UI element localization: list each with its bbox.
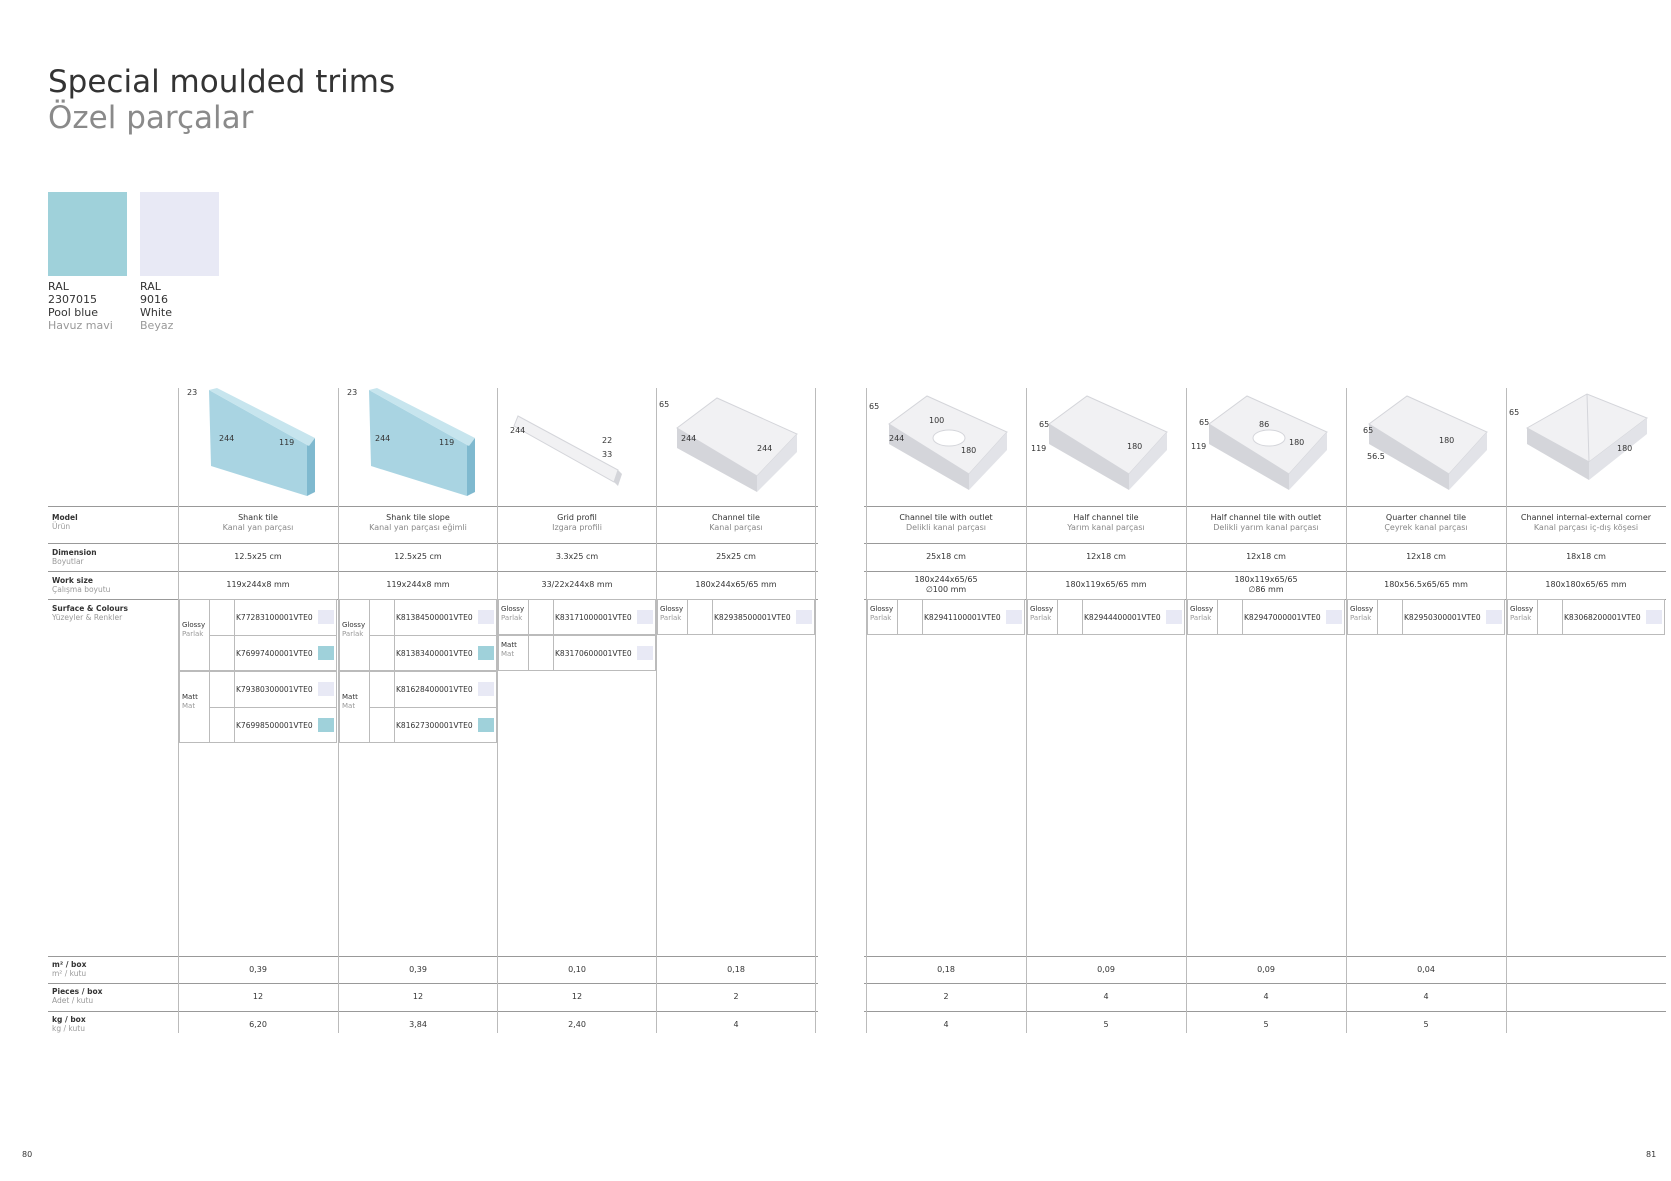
finish-en: Glossy xyxy=(182,621,206,629)
finish-en: Glossy xyxy=(342,621,366,629)
code-divider xyxy=(369,599,370,671)
finish-tr: Parlak xyxy=(1030,614,1052,622)
color-chip xyxy=(478,718,494,732)
row-label-en: Dimension xyxy=(52,548,97,557)
product-code: K83068200001VTE0 xyxy=(1564,613,1641,622)
product-name xyxy=(1027,513,1185,533)
code-row-rule xyxy=(369,635,497,636)
finish-en: Matt xyxy=(342,693,358,701)
product-code: K81628400001VTE0 xyxy=(396,685,473,694)
box-value-kg: 2,40 xyxy=(568,1020,586,1029)
dimension-callout: 65 xyxy=(1039,420,1050,429)
swatch-code1: RAL xyxy=(140,280,161,293)
finish-label-glossy xyxy=(342,621,365,639)
box-value-kg: 6,20 xyxy=(249,1020,267,1029)
product-dimension: 12x18 cm xyxy=(1086,552,1126,561)
product-name-tr: Kanal yan parçası xyxy=(222,523,294,532)
finish-en: Glossy xyxy=(870,605,894,613)
row-label-en: Work size xyxy=(52,576,93,585)
table-rule xyxy=(864,506,1666,507)
column-divider xyxy=(815,388,816,1033)
product-name xyxy=(339,513,497,533)
color-chip xyxy=(1006,610,1022,624)
product-name xyxy=(1347,513,1505,533)
worksize-line: 33/22x244x8 mm xyxy=(541,580,613,589)
finish-en: Matt xyxy=(182,693,198,701)
finish-en: Glossy xyxy=(1350,605,1374,613)
box-value-pieces: 4 xyxy=(1103,992,1109,1001)
product-worksize xyxy=(1187,575,1345,595)
code-divider xyxy=(553,635,554,671)
finish-tr: Mat xyxy=(342,702,356,710)
finish-label-glossy xyxy=(182,621,205,639)
code-divider xyxy=(687,599,688,635)
finish-en: Matt xyxy=(501,641,517,649)
product-dimension: 12x18 cm xyxy=(1246,552,1286,561)
row-label-en: Surface & Colours xyxy=(52,604,128,613)
box-value-m2: 0,09 xyxy=(1097,965,1115,974)
dimension-callout: 180 xyxy=(1289,438,1305,447)
color-chip xyxy=(637,646,653,660)
finish-tr: Parlak xyxy=(660,614,682,622)
code-divider xyxy=(1082,599,1083,635)
table-rule xyxy=(864,956,1666,957)
finish-tr: Parlak xyxy=(1350,614,1372,622)
box-value-m2: 0,04 xyxy=(1417,965,1435,974)
code-divider xyxy=(712,599,713,635)
worksize-line: ∅86 mm xyxy=(1248,585,1284,594)
code-divider xyxy=(1537,599,1538,635)
product-name-en: Channel tile xyxy=(712,513,760,522)
color-chip xyxy=(478,610,494,624)
code-divider xyxy=(528,599,529,635)
swatch-label xyxy=(140,280,173,332)
product-code: K79380300001VTE0 xyxy=(236,685,313,694)
color-chip xyxy=(1166,610,1182,624)
dimension-callout: 33 xyxy=(602,450,613,459)
product-name-en: Channel internal-external corner xyxy=(1520,513,1652,522)
dimension-callout: 244 xyxy=(375,434,391,443)
code-divider xyxy=(897,599,898,635)
product-code: K83170600001VTE0 xyxy=(555,649,632,658)
worksize-line: 180x119x65/65 xyxy=(1234,575,1298,584)
code-divider xyxy=(1217,599,1218,635)
dimension-callout: 23 xyxy=(187,388,198,397)
product-name-en: Half channel tile with outlet xyxy=(1210,513,1322,522)
row-label-tr: Ürün xyxy=(52,522,71,531)
finish-label-matt xyxy=(182,693,198,711)
box-value-pieces: 2 xyxy=(943,992,949,1001)
finish-label-matt xyxy=(501,641,517,659)
product-dimension: 25x18 cm xyxy=(926,552,966,561)
dimension-callout: 65 xyxy=(659,400,670,409)
product-name-en: Shank tile xyxy=(238,513,278,522)
row-label-tr: Çalışma boyutu xyxy=(52,585,111,594)
code-divider xyxy=(1057,599,1058,635)
product-name xyxy=(1187,513,1345,533)
product-image xyxy=(339,388,497,506)
finish-tr: Parlak xyxy=(342,630,364,638)
product-worksize xyxy=(1347,580,1505,590)
finish-en: Glossy xyxy=(1510,605,1534,613)
row-label-pieces xyxy=(52,987,102,1005)
product-name-tr: Izgara profili xyxy=(552,523,602,532)
product-image xyxy=(1027,388,1185,506)
box-value-pieces: 12 xyxy=(252,992,264,1001)
product-name-tr: Delikli yarım kanal parçası xyxy=(1213,523,1319,532)
code-divider xyxy=(394,671,395,743)
row-label-tr: m² / kutu xyxy=(52,969,87,978)
product-dimension: 12.5x25 cm xyxy=(234,552,282,561)
color-chip xyxy=(318,682,334,696)
row-label-surface xyxy=(52,604,128,622)
table-rule xyxy=(48,543,818,544)
code-divider xyxy=(369,671,370,743)
swatch-name-tr: Beyaz xyxy=(140,319,174,332)
code-divider xyxy=(528,635,529,671)
code-divider xyxy=(922,599,923,635)
finish-tr: Parlak xyxy=(1510,614,1532,622)
product-dimension: 12x18 cm xyxy=(1406,552,1446,561)
product-image xyxy=(867,388,1025,506)
box-value-kg: 4 xyxy=(733,1020,739,1029)
product-code: K76997400001VTE0 xyxy=(236,649,313,658)
row-label-kg xyxy=(52,1015,86,1033)
product-name xyxy=(1507,513,1665,533)
table-rule xyxy=(864,1011,1666,1012)
product-code: K76998500001VTE0 xyxy=(236,721,313,730)
product-name xyxy=(867,513,1025,533)
product-worksize xyxy=(867,575,1025,595)
dimension-callout: 65 xyxy=(1509,408,1520,417)
finish-tr: Mat xyxy=(501,650,515,658)
dimension-callout: 180 xyxy=(1617,444,1633,453)
finish-label-glossy xyxy=(660,605,683,623)
page-number-left: 80 xyxy=(22,1150,33,1159)
finish-label-glossy xyxy=(501,605,524,623)
product-name-tr: Kanal parçası xyxy=(709,523,763,532)
product-dimension: 12.5x25 cm xyxy=(394,552,442,561)
box-value-kg: 5 xyxy=(1263,1020,1269,1029)
product-code: K81627300001VTE0 xyxy=(396,721,473,730)
finish-label-glossy xyxy=(870,605,893,623)
row-label-en: Pieces / box xyxy=(52,987,103,996)
row-label-en: Model xyxy=(52,513,78,522)
finish-en: Glossy xyxy=(1190,605,1214,613)
dimension-callout: 244 xyxy=(681,434,697,443)
box-value-kg: 5 xyxy=(1423,1020,1429,1029)
dimension-callout: 119 xyxy=(1191,442,1207,451)
worksize-line: 180x244x65/65 xyxy=(914,575,978,584)
box-value-m2: 0,18 xyxy=(937,965,955,974)
dimension-callout: 119 xyxy=(1031,444,1047,453)
color-chip xyxy=(318,610,334,624)
box-value-m2: 0,39 xyxy=(249,965,267,974)
table-rule xyxy=(48,1011,818,1012)
product-worksize xyxy=(1027,580,1185,590)
color-chip xyxy=(478,682,494,696)
product-image xyxy=(657,388,815,506)
row-label-m2 xyxy=(52,960,86,978)
dimension-callout: 65 xyxy=(869,402,880,411)
row-label-dimension xyxy=(52,548,97,566)
product-image xyxy=(1347,388,1505,506)
row-label-tr: kg / kutu xyxy=(52,1024,85,1033)
box-value-pieces: 2 xyxy=(733,992,739,1001)
color-chip xyxy=(1486,610,1502,624)
worksize-line: 180x56.5x65/65 mm xyxy=(1384,580,1468,589)
finish-en: Glossy xyxy=(1030,605,1054,613)
code-divider xyxy=(1242,599,1243,635)
swatch-name: White xyxy=(140,306,172,319)
product-code: K82947000001VTE0 xyxy=(1244,613,1321,622)
dimension-callout: 23 xyxy=(347,388,358,397)
product-code: K81383400001VTE0 xyxy=(396,649,473,658)
product-name-en: Grid profil xyxy=(557,513,597,522)
product-name-en: Channel tile with outlet xyxy=(899,513,993,522)
product-name-tr: Kanal yan parçası eğimli xyxy=(369,523,467,532)
product-name-en: Half channel tile xyxy=(1073,513,1139,522)
color-swatch xyxy=(140,192,219,276)
finish-tr: Mat xyxy=(182,702,196,710)
swatch-code2: 2307015 xyxy=(48,293,97,306)
box-value-m2: 0,18 xyxy=(727,965,745,974)
page-number-right: 81 xyxy=(1646,1150,1657,1159)
worksize-line: 119x244x8 mm xyxy=(386,580,450,589)
product-worksize xyxy=(179,580,337,590)
product-code: K83171000001VTE0 xyxy=(555,613,632,622)
finish-en: Glossy xyxy=(501,605,525,613)
color-chip xyxy=(1646,610,1662,624)
product-code: K77283100001VTE0 xyxy=(236,613,313,622)
table-rule xyxy=(48,983,818,984)
product-dimension: 3.3x25 cm xyxy=(555,552,599,561)
dimension-callout: 22 xyxy=(602,436,613,445)
dimension-callout: 86 xyxy=(1259,420,1270,429)
code-row-rule xyxy=(209,707,337,708)
code-divider xyxy=(394,599,395,671)
dimension-callout: 180 xyxy=(1127,442,1143,451)
product-name-tr: Yarım kanal parçası xyxy=(1067,523,1145,532)
product-code: K82938500001VTE0 xyxy=(714,613,791,622)
product-worksize xyxy=(339,580,497,590)
product-code: K82950300001VTE0 xyxy=(1404,613,1481,622)
product-image xyxy=(179,388,337,506)
row-label-tr: Adet / kutu xyxy=(52,996,94,1005)
dimension-callout: 180 xyxy=(1439,436,1455,445)
finish-label-glossy xyxy=(1350,605,1373,623)
dimension-callout: 180 xyxy=(961,446,977,455)
row-label-tr: Boyutlar xyxy=(52,557,84,566)
table-rule xyxy=(864,983,1666,984)
box-value-pieces: 4 xyxy=(1263,992,1269,1001)
code-divider xyxy=(1562,599,1563,635)
box-value-m2: 0,09 xyxy=(1257,965,1275,974)
product-name xyxy=(498,513,656,533)
dimension-callout: 119 xyxy=(439,438,455,447)
color-chip xyxy=(637,610,653,624)
finish-tr: Parlak xyxy=(1190,614,1212,622)
worksize-line: 180x244x65/65 mm xyxy=(695,580,777,589)
product-image xyxy=(498,388,656,506)
product-worksize xyxy=(1507,580,1665,590)
product-code: K82941100001VTE0 xyxy=(924,613,1001,622)
worksize-line: ∅100 mm xyxy=(925,585,967,594)
worksize-line: 180x119x65/65 mm xyxy=(1065,580,1147,589)
product-name-tr: Çeyrek kanal parçası xyxy=(1384,523,1468,532)
code-row-rule xyxy=(369,707,497,708)
swatch-code1: RAL xyxy=(48,280,69,293)
color-chip xyxy=(318,718,334,732)
code-divider xyxy=(234,671,235,743)
dimension-callout: 244 xyxy=(889,434,905,443)
product-code: K81384500001VTE0 xyxy=(396,613,473,622)
code-divider xyxy=(209,671,210,743)
product-worksize xyxy=(498,580,656,590)
dimension-callout: 244 xyxy=(757,444,773,453)
product-dimension: 25x25 cm xyxy=(716,552,756,561)
product-worksize xyxy=(657,580,815,590)
color-chip xyxy=(318,646,334,660)
finish-tr: Parlak xyxy=(501,614,523,622)
table-rule xyxy=(48,956,818,957)
table-rule xyxy=(48,506,818,507)
product-image xyxy=(1187,388,1345,506)
finish-label-matt xyxy=(342,693,358,711)
swatch-label xyxy=(48,280,113,332)
finish-label-glossy xyxy=(1190,605,1213,623)
swatch-code2: 9016 xyxy=(140,293,168,306)
row-label-en: kg / box xyxy=(52,1015,86,1024)
dimension-callout: 56.5 xyxy=(1367,452,1385,461)
code-divider xyxy=(234,599,235,671)
code-divider xyxy=(553,599,554,635)
table-rule xyxy=(864,571,1666,572)
box-value-kg: 4 xyxy=(943,1020,949,1029)
worksize-line: 180x180x65/65 mm xyxy=(1545,580,1627,589)
product-name-en: Quarter channel tile xyxy=(1385,513,1467,522)
color-chip xyxy=(1326,610,1342,624)
finish-en: Glossy xyxy=(660,605,684,613)
row-label-model xyxy=(52,513,78,531)
color-chip xyxy=(796,610,812,624)
code-divider xyxy=(209,599,210,671)
worksize-line: 119x244x8 mm xyxy=(226,580,290,589)
finish-label-glossy xyxy=(1030,605,1053,623)
code-divider xyxy=(1402,599,1403,635)
dimension-callout: 244 xyxy=(219,434,235,443)
dimension-callout: 119 xyxy=(279,438,295,447)
row-label-worksize xyxy=(52,576,110,594)
dimension-callout: 65 xyxy=(1199,418,1210,427)
swatch-name: Pool blue xyxy=(48,306,99,319)
product-name xyxy=(179,513,337,533)
color-chip xyxy=(478,646,494,660)
box-value-kg: 3,84 xyxy=(409,1020,427,1029)
finish-tr: Parlak xyxy=(182,630,204,638)
row-label-tr: Yüzeyler & Renkler xyxy=(52,613,123,622)
swatch-name-tr: Havuz mavi xyxy=(48,319,113,332)
product-name xyxy=(657,513,815,533)
box-value-kg: 5 xyxy=(1103,1020,1109,1029)
table-rule xyxy=(48,571,818,572)
dimension-callout: 65 xyxy=(1363,426,1374,435)
table-rule xyxy=(864,543,1666,544)
product-dimension: 18x18 cm xyxy=(1566,552,1606,561)
code-row-rule xyxy=(209,635,337,636)
finish-label-glossy xyxy=(1510,605,1533,623)
page-subtitle: Özel parçalar xyxy=(48,100,254,136)
product-name-tr: Kanal parçası iç-dış köşesi xyxy=(1533,523,1639,532)
dimension-callout: 100 xyxy=(929,416,945,425)
product-code: K82944400001VTE0 xyxy=(1084,613,1161,622)
color-swatch xyxy=(48,192,127,276)
product-name-en: Shank tile slope xyxy=(386,513,450,522)
box-value-pieces: 4 xyxy=(1423,992,1429,1001)
box-value-pieces: 12 xyxy=(412,992,424,1001)
row-label-en: m² / box xyxy=(52,960,87,969)
product-name-tr: Delikli kanal parçası xyxy=(905,523,987,532)
page-title: Special moulded trims xyxy=(48,64,396,100)
finish-tr: Parlak xyxy=(870,614,892,622)
dimension-callout: 244 xyxy=(510,426,526,435)
box-value-m2: 0,39 xyxy=(409,965,427,974)
box-value-m2: 0,10 xyxy=(568,965,586,974)
code-divider xyxy=(1377,599,1378,635)
box-value-pieces: 12 xyxy=(571,992,583,1001)
product-image xyxy=(1507,388,1665,506)
